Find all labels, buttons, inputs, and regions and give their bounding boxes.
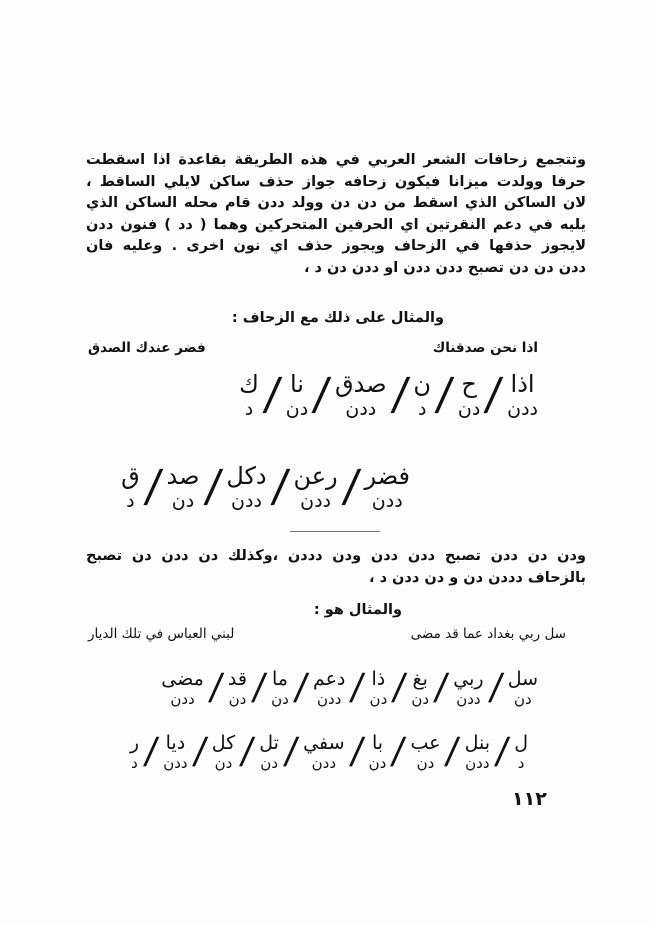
syllable-text: ك	[239, 370, 259, 398]
slash-divider: /	[493, 731, 512, 772]
slash-divider: /	[142, 461, 165, 512]
scansion-row-1	[235, 370, 542, 420]
slash-divider: /	[282, 731, 301, 772]
pattern-text: د	[126, 490, 135, 512]
scansion-segment	[503, 370, 542, 420]
syllable-text: سفي	[303, 732, 345, 754]
slash-divider: /	[390, 667, 409, 708]
scansion-segment	[157, 668, 208, 708]
scansion-segment	[504, 668, 542, 708]
syllable-text: ر	[129, 732, 140, 754]
pattern-text: دن	[271, 690, 289, 708]
syllable-text: ح	[461, 370, 477, 398]
syllable-text: فضر	[364, 462, 410, 490]
scansion-segment	[366, 668, 392, 708]
pattern-text: دن	[457, 398, 481, 420]
slash-divider: /	[261, 369, 284, 420]
syllable-text: قد	[227, 668, 247, 690]
scansion-segment	[406, 732, 444, 772]
slash-divider: /	[389, 369, 412, 420]
scansion-segment	[222, 462, 270, 512]
scansion-segment	[163, 462, 204, 512]
syllable-text: دكل	[226, 462, 267, 490]
slash-divider: /	[206, 667, 225, 708]
syllable-text: عب	[410, 732, 441, 754]
syllable-text: ديا	[165, 732, 186, 754]
syllable-text: دعم	[312, 668, 346, 690]
syllable-text: بغ	[412, 668, 428, 690]
verse-1-first-hemistich: اذا نحن صدقناك	[432, 340, 538, 356]
scansion-segment	[255, 732, 283, 772]
scansion-segment	[117, 462, 144, 512]
pattern-text: دن	[416, 754, 435, 772]
pattern-text: دن	[228, 690, 247, 708]
scansion-row-2	[117, 462, 414, 512]
slash-divider: /	[433, 369, 456, 420]
slash-divider: /	[443, 731, 462, 772]
slash-divider: /	[486, 667, 505, 708]
syllable-text: مضى	[161, 668, 204, 690]
scansion-segment	[449, 668, 487, 708]
scansion-row-3	[157, 668, 542, 708]
scansion-segment	[224, 668, 251, 708]
example-1-heading: والمثال على ذلك مع الزحاف :	[231, 310, 444, 326]
text-line: ودن دن ددن تصبح ددن ددن ودن دددن ،وكذلك دن ددن دن تصبح	[86, 548, 586, 564]
syllable-text: ربي	[453, 668, 484, 690]
example-2-heading: والمثال هو :	[313, 602, 402, 618]
scansion-segment	[159, 732, 191, 772]
syllable-text: ما	[271, 668, 288, 690]
pattern-text: ددن	[345, 398, 377, 420]
slash-divider: /	[292, 667, 310, 708]
syllable-text: صدق	[334, 370, 387, 398]
pattern-text: ددن	[311, 754, 336, 772]
paragraph-1	[86, 150, 586, 279]
scansion-segment	[235, 370, 263, 420]
slash-divider: /	[250, 667, 269, 708]
pattern-text: ددن	[465, 754, 490, 772]
scansion-segment	[409, 370, 435, 420]
syllable-text: تل	[259, 732, 279, 754]
text-line: ددن دن دن تصبح ددن ددن او ددن دن د ،	[304, 259, 586, 276]
scansion-segment	[289, 462, 341, 512]
text-line: يليه في دعم النقرتين اي الحرفين المتحركين وهما ( دد ) فنون ددن	[86, 216, 586, 233]
pattern-text: ددن	[300, 490, 331, 512]
pattern-text: دن	[260, 754, 278, 772]
syllable-text: ل	[514, 732, 528, 754]
pattern-text: دن	[411, 690, 430, 708]
pattern-text: ددن	[371, 490, 403, 512]
scansion-segment	[267, 668, 293, 708]
slash-divider: /	[310, 369, 333, 420]
syllable-text: رعن	[293, 462, 338, 490]
pattern-text: دن	[368, 754, 387, 772]
slash-divider: /	[432, 667, 451, 708]
scansion-segment	[309, 668, 349, 708]
syllable-text: ق	[121, 462, 140, 490]
slash-divider: /	[348, 667, 367, 708]
scansion-segment	[282, 370, 312, 420]
pattern-text: ددن	[507, 398, 538, 420]
scansion-segment	[365, 732, 391, 772]
slash-divider: /	[190, 731, 209, 772]
scansion-segment	[299, 732, 348, 772]
pattern-text: دن	[285, 398, 309, 420]
page-number: ١١٢	[512, 788, 547, 810]
scansion-segment	[454, 370, 484, 420]
slash-divider: /	[389, 731, 408, 772]
syllable-text: ن	[413, 370, 432, 398]
text-line: لان الساكن الذي اسقط من دن دن وولد ددن قام محله الساكن الذي	[86, 195, 586, 211]
pattern-text: د	[517, 754, 525, 772]
syllable-text: با	[371, 732, 384, 754]
text-line: حرفا وولدت ميزانا فيكون زحافه جواز حذف ساكن لايلي الساقط ،	[86, 173, 586, 190]
slash-divider: /	[269, 461, 292, 512]
pattern-text: دن	[514, 690, 532, 708]
verse-2-first-hemistich: سل ربي بغداد عما قد مضى	[410, 626, 566, 642]
pattern-text: د	[131, 754, 138, 772]
pattern-text: ددن	[317, 690, 342, 708]
text-line: وتتجمع زحافات الشعر العربي في هذه الطريقة بقاعدة اذا اسقطت	[86, 152, 586, 168]
pattern-text: د	[244, 398, 254, 420]
slash-divider: /	[482, 369, 505, 420]
pattern-text: دن	[214, 754, 233, 772]
syllable-text: ذا	[371, 668, 386, 690]
scansion-segment	[360, 462, 414, 512]
pattern-text: دن	[171, 490, 195, 512]
pattern-text: د	[418, 398, 427, 420]
slash-divider: /	[238, 731, 257, 772]
scansion-segment	[208, 732, 239, 772]
verse-1-second-hemistich: فضر عندك الصدق	[88, 340, 206, 356]
scansion-segment	[407, 668, 433, 708]
paragraph-2	[86, 546, 586, 589]
pattern-text: ددن	[231, 490, 262, 512]
slash-divider: /	[201, 461, 224, 512]
slash-divider: /	[340, 461, 363, 512]
verse-2-second-hemistich: لبني العباس في تلك الديار	[88, 626, 235, 642]
scansion-segment	[461, 732, 494, 772]
syllable-text: صد	[166, 462, 200, 490]
pattern-text: ددن	[456, 690, 481, 708]
syllable-text: بنل	[464, 732, 491, 754]
pattern-text: ددن	[163, 754, 188, 772]
slash-divider: /	[142, 731, 161, 772]
pattern-text: دن	[369, 690, 388, 708]
slash-divider: /	[347, 731, 366, 772]
scansion-segment	[331, 370, 391, 420]
divider	[290, 531, 380, 532]
pattern-text: ددن	[170, 690, 195, 708]
text-line: لايجوز حذفها في الزحاف ويجوز حذف اي نون اخرى . وعليه فان	[86, 238, 586, 254]
syllable-text: اذا	[510, 370, 535, 398]
syllable-text: كل	[211, 732, 236, 754]
text-line: بالزحاف دددن دن و دن ددن د ،	[369, 569, 586, 586]
scansion-row-4	[126, 732, 532, 772]
syllable-text: سل	[507, 668, 538, 690]
scansion-segment	[510, 732, 532, 772]
syllable-text: نا	[289, 370, 304, 398]
